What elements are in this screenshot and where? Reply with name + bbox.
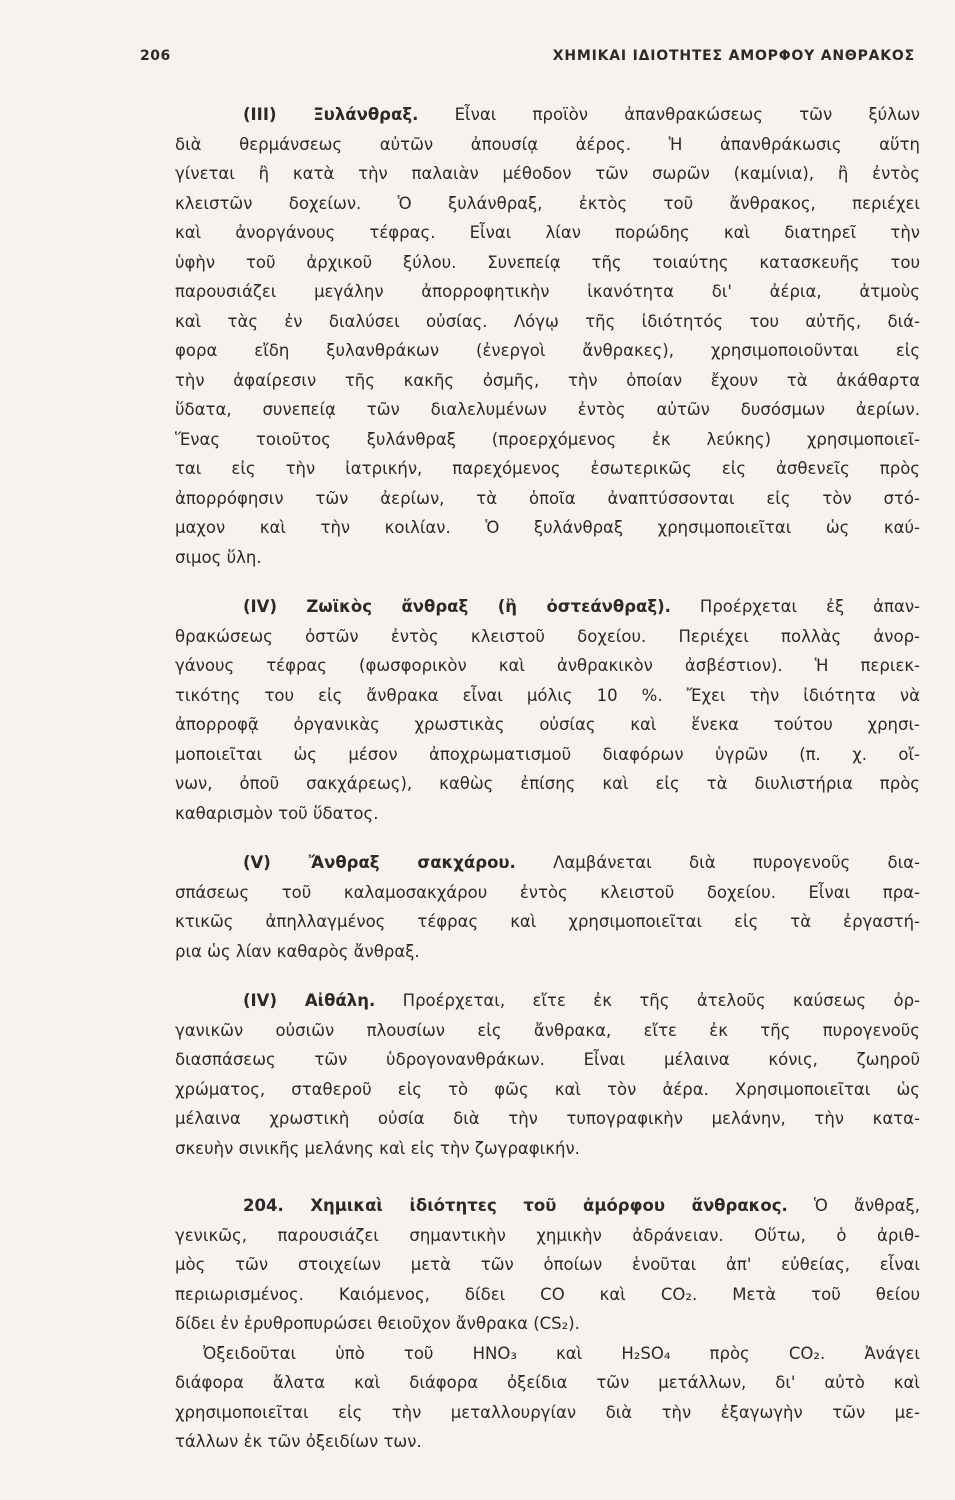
section-animal-charcoal <box>175 592 920 828</box>
text-line: διὰ θερμάνσεως αὐτῶν ἀπουσίᾳ ἀέρος. Ἡ ἀπανθράκωσις αὕτη <box>175 134 920 154</box>
page-header <box>140 48 915 72</box>
text-line: μαχον καὶ τὴν κοιλίαν. Ὁ ξυλάνθραξ χρησιμοποιεῖται ὡς καύ- <box>175 518 920 537</box>
text-line: καθαρισμὸν τοῦ ὕδατος. <box>175 803 379 823</box>
text-line: ἀπορροφᾷ ὀργανικὰς χρωστικὰς οὐσίας καὶ ἕνεκα τούτου χρησι- <box>175 715 920 734</box>
text-line: καὶ ἀνοργάνους τέφρας. Εἶναι λίαν πορώδης καὶ διατηρεῖ τὴν <box>175 223 920 242</box>
page-body <box>175 100 920 1457</box>
section-label: (IV) Αἰθάλη. <box>243 991 376 1010</box>
section-label: (IV) Ζωϊκὸς ἄνθραξ (ἢ ὀστεάνθραξ). <box>243 597 671 616</box>
text-line: καὶ τὰς ἐν διαλύσει οὐσίας. Λόγῳ τῆς ἰδιότητός του αὐτῆς, διά- <box>175 311 920 331</box>
text-line: διασπάσεως τῶν ὑδρογονανθράκων. Εἶναι μέλαινα κόνις, ζωηροῦ <box>175 1050 920 1069</box>
text-line: χρησιμοποιεῖται εἰς τὴν μεταλλουργίαν διὰ τὴν ἐξαγωγὴν τῶν με- <box>175 1402 920 1422</box>
section-label: (III) Ξυλάνθραξ. <box>243 105 419 124</box>
text-line: ὕδατα, συνεπείᾳ τῶν διαλελυμένων ἐντὸς αὐτῶν δυσόσμων ἀερίων. <box>175 400 920 419</box>
text-line: γάνους τέφρας (φωσφορικὸν καὶ ἀνθρακικὸν ἀσβέστιον). Ἡ περιεκ- <box>175 656 920 675</box>
text-line: ὑφὴν τοῦ ἀρχικοῦ ξύλου. Συνεπείᾳ τῆς τοιαύτης κατασκευῆς του <box>175 252 920 272</box>
text-line: δίδει ἐν ἐρυθροπυρώσει θειοῦχον ἄνθρακα (CS₂). <box>175 1314 580 1333</box>
text-line: μοποιεῖται ὡς μέσον ἀποχρωματισμοῦ διαφόρων ὑγρῶν (π. χ. οἴ- <box>175 744 920 764</box>
text-line: γίνεται ἢ κατὰ τὴν παλαιὰν μέθοδον τῶν σωρῶν (καμίνια), ἢ ἐντὸς <box>175 164 920 183</box>
text-line: Προέρχεται, εἴτε ἐκ τῆς ἀτελοῦς καύσεως ὀρ- <box>402 991 921 1010</box>
section-sugar-charcoal <box>175 848 920 966</box>
text-line: γενικῶς, παρουσιάζει σημαντικὴν χημικὴν ἀδράνειαν. Οὕτω, ὁ ἀριθ- <box>175 1225 920 1245</box>
text-line: σιμος ὕλη. <box>175 547 262 567</box>
text-line: Προέρχεται ἐξ ἀπαν- <box>699 597 921 616</box>
text-line: διάφορα ἄλατα καὶ διάφορα ὀξείδια τῶν μετάλλων, δι' αὐτὸ καὶ <box>175 1373 920 1392</box>
text-line: θρακώσεως ὀστῶν ἐντὸς κλειστοῦ δοχείου. Περιέχει πολλὰς ἀνορ- <box>175 626 920 646</box>
section-204-chemical-properties <box>175 1191 920 1457</box>
text-line: ρια ὡς λίαν καθαρὸς ἄνθραξ. <box>175 941 420 961</box>
text-line: κλειστῶν δοχείων. Ὁ ξυλάνθραξ, ἐκτὸς τοῦ ἄνθρακος, περιέχει <box>175 193 920 213</box>
text-line: νων, ὀποῦ σακχάρεως), καθὼς ἐπίσης καὶ εἰς τὰ διυλιστήρια πρὸς <box>175 774 920 793</box>
text-line: σκευὴν σινικῆς μελάνης καὶ εἰς τὴν ζωγραφικήν. <box>175 1138 580 1158</box>
text-line: τάλλων ἐκ τῶν ὀξειδίων των. <box>175 1432 422 1451</box>
text-line: ἀπορρόφησιν τῶν ἀερίων, τὰ ὁποῖα ἀναπτύσσονται εἰς τὸν στό- <box>175 488 920 508</box>
text-line: μέλαινα χρωστικὴ οὐσία διὰ τὴν τυπογραφικὴν μελάνην, τὴν κατα- <box>175 1109 920 1128</box>
page-number: 206 <box>140 48 171 64</box>
section-soot <box>175 986 920 1163</box>
text-line: μὸς τῶν στοιχείων μετὰ τῶν ὁποίων ἑνοῦται ἀπ' εὐθείας, εἶναι <box>175 1255 920 1274</box>
text-line: Ἕνας τοιοῦτος ξυλάνθραξ (προερχόμενος ἐκ λεύκης) χρησιμοποιεῖ- <box>175 429 920 449</box>
running-title: ΧΗΜΙΚΑΙ ΙΔΙΟΤΗΤΕΣ ΑΜΟΡΦΟΥ ΑΝΘΡΑΚΟΣ <box>552 48 915 64</box>
text-line: τικότης του εἰς ἄνθρακα εἶναι μόλις 10 %. Ἔχει τὴν ἰδιότητα νὰ <box>175 685 920 705</box>
section-heading: 204. Χημικαὶ ἰδιότητες τοῦ ἀμόρφου ἄνθρακος. <box>243 1196 788 1215</box>
text-line: χρώματος, σταθεροῦ εἰς τὸ φῶς καὶ τὸν ἀέρα. Χρησιμοποιεῖται ὡς <box>175 1079 920 1099</box>
text-line: σπάσεως τοῦ καλαμοσακχάρου ἐντὸς κλειστοῦ δοχείου. Εἶναι πρα- <box>175 882 920 902</box>
text-line: Εἶναι προϊὸν ἀπανθρακώσεως τῶν ξύλων <box>454 105 921 124</box>
section-label: (V) Ἄνθραξ σακχάρου. <box>243 853 516 872</box>
text-line: κτικῶς ἀπηλλαγμένος τέφρας καὶ χρησιμοποιεῖται εἰς τὰ ἐργαστή- <box>175 912 920 931</box>
text-line: γανικῶν οὐσιῶν πλουσίων εἰς ἄνθρακα, εἴτε ἐκ τῆς πυρογενοῦς <box>175 1020 920 1040</box>
text-line: Ὀξειδοῦται ὑπὸ τοῦ HNO₃ καὶ H₂SO₄ πρὸς CO₂. Ἀνάγει <box>203 1343 920 1363</box>
text-line: ται εἰς τὴν ἰατρικήν, παρεχόμενος ἐσωτερικῶς εἰς ἀσθενεῖς πρὸς <box>175 459 920 478</box>
text-line: Ὁ ἄνθραξ, <box>813 1196 920 1215</box>
text-line: περιωρισμένος. Καιόμενος, δίδει CO καὶ CO₂. Μετὰ τοῦ θείου <box>175 1284 920 1304</box>
text-line: Λαμβάνεται διὰ πυρογενοῦς δια- <box>553 853 921 872</box>
text-line: τὴν ἀφαίρεσιν τῆς κακῆς ὀσμῆς, τὴν ὁποίαν ἔχουν τὰ ἀκάθαρτα <box>175 370 920 390</box>
section-wood-charcoal <box>175 100 920 572</box>
text-line: φορα εἴδη ξυλανθράκων (ἐνεργοὶ ἄνθρακες), χρησιμοποιοῦνται εἰς <box>175 341 920 360</box>
text-line: παρουσιάζει μεγάλην ἀπορροφητικὴν ἱκανότητα δι' ἀέρια, ἀτμοὺς <box>175 282 920 301</box>
